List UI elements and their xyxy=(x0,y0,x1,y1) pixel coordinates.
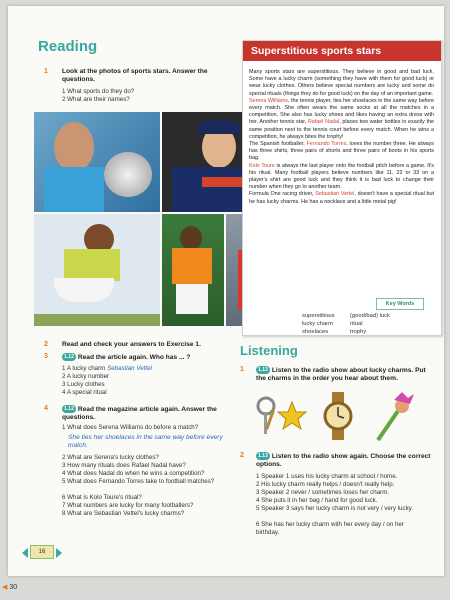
keyword: superstitious xyxy=(302,313,335,319)
photo-serena xyxy=(34,214,160,326)
listening-title: Listening xyxy=(240,343,298,358)
article-p1: Many sports stars are superstitious. They believe in good and bad luck. Some have a lucky charm (something they have with them for good luck) or wear lucky clothes. Others believe special numbers are lucky and some do special rituals (things they do for good luck) on the day of an important game. xyxy=(249,69,434,97)
article-p2: , the tennis player, ties her shoelaces in the same way before every match. She often wears the same socks at all the matches in a competition. She also has lucky shoes and likes having an extra dress with her. Another tennis star, xyxy=(249,97,434,126)
listen-ex1-number: 1 xyxy=(240,366,244,373)
key-words-badge: Key Words xyxy=(376,298,424,310)
article-p4a: The Spanish footballer, xyxy=(249,141,307,148)
ex2-number: 2 xyxy=(44,341,48,348)
footer-arrow-icon: ◀ xyxy=(2,584,8,591)
listen-ex1-instruction-row xyxy=(256,366,432,383)
ex4-question: 6 What is Kolo Toure's ritual? xyxy=(62,494,142,501)
listen-ex2-item: 4 She puts it in her bag / hand for good luck. xyxy=(256,497,378,504)
ex4-example-answer: She ties her shoelaces in the same way before every match. xyxy=(68,434,223,450)
listen-ex2-item: 5 Speaker 3 says her lucky charm is not very / very lucky. xyxy=(256,505,414,512)
audio-track-badge[interactable]: 1.13 xyxy=(256,366,270,374)
ex4-question: 4 What does Nadal do when he wins a competition? xyxy=(62,470,205,477)
keys-star-charm-icon xyxy=(250,392,310,440)
name-kolo: Kolo Toure xyxy=(249,162,275,169)
article-p6b: , doesn't have a special ritual but he has lucky charms. He has a necklace and a little metal pig! xyxy=(249,191,435,205)
keyword: ritual xyxy=(350,321,363,327)
ex3-item-4: 4 A special ritual xyxy=(62,389,107,396)
ex4-question-1: 1 What does Serena Williams do before a match? xyxy=(62,424,199,431)
listen-ex2-item: 6 She has her lucky charm with her every day / on her birthday. xyxy=(256,521,404,536)
ex3-instruction-row xyxy=(62,353,238,362)
audio-track-badge[interactable]: 1.13 xyxy=(256,452,270,460)
ex3-example-answer: Sebastian Vettel xyxy=(107,365,152,372)
keyword: (good/bad) luck xyxy=(350,313,390,319)
ex1-number: 1 xyxy=(44,68,48,75)
listen-ex1-instruction: Listen to the radio show about lucky charms. Put the charms in the order you hear about them. xyxy=(256,366,426,382)
page-badge: 16 xyxy=(30,545,54,559)
article-card xyxy=(242,40,442,336)
article-p4b: , loves the number three. He always has three shirts, three pairs of shorts and three pairs of boots in his sports bag. xyxy=(249,141,435,162)
article-p5: is always the last player onto the football pitch before a game. It's his ritual. Many football players believe numbers like 11, 22 or 33 on a player's shirt are good luck and they think it is bad luck to change their number when they go to another team. xyxy=(249,162,434,191)
keyword: trophy xyxy=(350,329,367,335)
name-nadal: Rafael Nadal xyxy=(307,119,340,126)
page-number: ◀ 30 xyxy=(2,584,18,591)
ex4-question: 7 What numbers are lucky for many footballers? xyxy=(62,502,194,509)
name-torres: Fernando Torres xyxy=(306,141,347,148)
name-vettel: Sebastian Vettel xyxy=(315,191,355,198)
listen-ex2-item: 3 Speaker 2 never / sometimes loses her charm. xyxy=(256,489,390,496)
ex4-instruction-row xyxy=(62,405,238,422)
ex4-question: 8 What are Sebastian Vettel's lucky charms? xyxy=(62,510,185,517)
article-p3: , places two water bottles in exactly the same position next to the tennis court before every match. When he wins a competition, he always bites the trophy! xyxy=(249,119,435,140)
photo-toure xyxy=(162,214,224,326)
listen-ex2-item: 1 Speaker 1 uses his lucky charm at school / home. xyxy=(256,473,398,480)
listen-ex2-instruction-row xyxy=(256,452,432,469)
listen-ex2-number: 2 xyxy=(240,452,244,459)
watch-charm-icon xyxy=(318,392,358,440)
ex3-number: 3 xyxy=(44,353,48,360)
ex2-instruction: Read and check your answers to Exercise 1. xyxy=(62,341,201,348)
ex3-item-2: 2 A lucky number xyxy=(62,373,110,380)
audio-track-badge[interactable]: 1.12 xyxy=(62,353,76,361)
ex3-instruction: Read the article again. Who has ... ? xyxy=(77,353,191,361)
photo-nadal-trophy xyxy=(34,112,160,212)
article-p6a: Formula One racing driver, xyxy=(249,191,316,198)
keyword: shoelaces xyxy=(302,329,329,335)
ex4-question: 5 What does Fernando Torres take to football matches? xyxy=(62,478,215,485)
ex1-item-2: 2 What are their names? xyxy=(62,96,130,103)
keyword: lucky charm xyxy=(302,321,333,327)
reading-title: Reading xyxy=(38,38,98,55)
ex4-number: 4 xyxy=(44,405,48,412)
listen-ex2-item: 2 His lucky charm really helps / doesn't really help. xyxy=(256,481,395,488)
key-words-col2 xyxy=(350,312,390,336)
next-page-arrow-icon[interactable] xyxy=(56,548,62,558)
ex4-question: 2 What are Serena's lucky clothes? xyxy=(62,454,159,461)
troll-pencil-charm-icon xyxy=(372,392,418,444)
article-body xyxy=(249,69,434,206)
audio-track-badge[interactable]: 1.12 xyxy=(62,405,76,413)
article-title: Superstitious sports stars xyxy=(243,41,441,61)
ex3-item-1: 1 A lucky charm Sebastian Vettel xyxy=(62,365,152,372)
ex4-instruction: Read the magazine article again. Answer the questions. xyxy=(62,405,217,421)
name-serena: Serena Williams xyxy=(249,97,288,104)
listen-ex2-instruction: Listen to the radio show again. Choose the correct options. xyxy=(256,452,431,468)
ex1-item-1: 1 What sports do they do? xyxy=(62,88,135,95)
prev-page-arrow-icon[interactable] xyxy=(22,548,28,558)
key-words-col1 xyxy=(302,312,335,336)
ex3-item-3: 3 Lucky clothes xyxy=(62,381,105,388)
ex1-instruction: Look at the photos of sports stars. Answer the questions. xyxy=(62,68,208,83)
ex4-question: 3 How many rituals does Rafael Nadal have? xyxy=(62,462,186,469)
